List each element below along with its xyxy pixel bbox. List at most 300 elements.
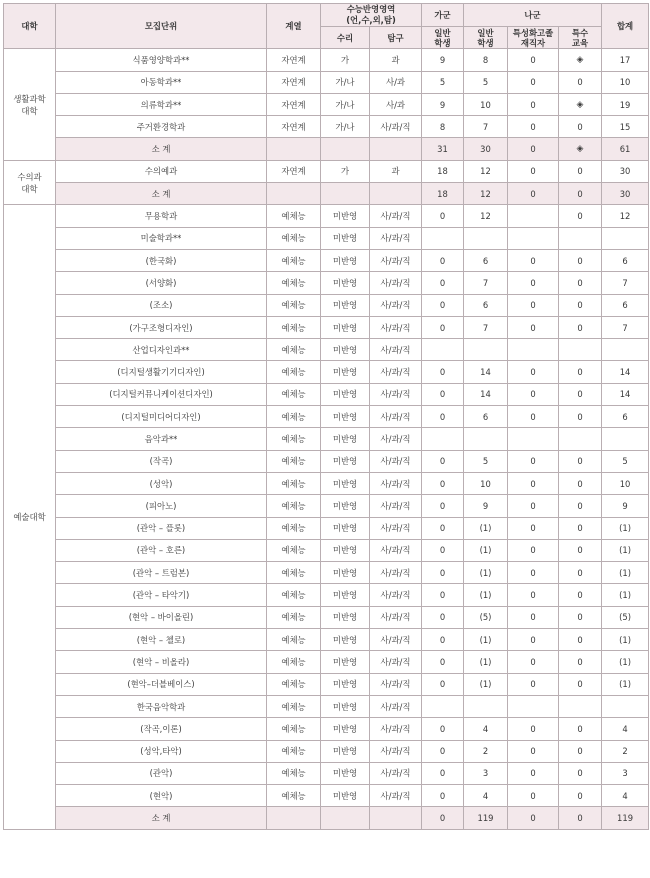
total-cell: (1): [602, 673, 649, 695]
math-cell: 미반영: [321, 718, 370, 740]
inquiry-cell: 사/과/직: [370, 339, 422, 361]
inquiry-cell: 사/과/직: [370, 740, 422, 762]
total-cell: 4: [602, 718, 649, 740]
na-special-hs-cell: 0: [508, 517, 559, 539]
inquiry-cell: 사/과/직: [370, 562, 422, 584]
na-special-hs-cell: 0: [508, 272, 559, 294]
track-cell: 예체능: [267, 205, 321, 227]
math-cell: 가/나: [321, 93, 370, 115]
math-cell: 미반영: [321, 517, 370, 539]
math-cell: 미반영: [321, 740, 370, 762]
table-row: [4, 472, 649, 494]
table-row: [4, 762, 649, 784]
inquiry-cell: 사/과/직: [370, 584, 422, 606]
na-special-hs-cell: 0: [508, 71, 559, 93]
total-cell: 7: [602, 316, 649, 338]
ga-general-cell: 0: [422, 584, 464, 606]
table-row: [4, 93, 649, 115]
na-general-cell: (1): [464, 651, 508, 673]
track-cell: 예체능: [267, 428, 321, 450]
unit-cell: (현악): [56, 785, 267, 807]
unit-cell: 산업디자인과**: [56, 339, 267, 361]
math-cell: 미반영: [321, 472, 370, 494]
table-row: [4, 71, 649, 93]
na-general-cell: 10: [464, 93, 508, 115]
table-row: [4, 339, 649, 361]
na-special-hs-cell: 0: [508, 406, 559, 428]
inquiry-cell: 사/과/직: [370, 450, 422, 472]
na-general-cell: 10: [464, 472, 508, 494]
table-row: [4, 629, 649, 651]
table-row: [4, 383, 649, 405]
header-math: 수리: [321, 27, 370, 49]
total-cell: 19: [602, 93, 649, 115]
ga-general-cell: 0: [422, 294, 464, 316]
na-special-hs-cell: 0: [508, 495, 559, 517]
na-general-cell: 6: [464, 249, 508, 271]
na-general-cell: 12: [464, 160, 508, 182]
math-cell: 미반영: [321, 695, 370, 717]
inquiry-cell: 사/과: [370, 93, 422, 115]
unit-cell: (관악 – 타악기): [56, 584, 267, 606]
header-ga-group: 가군: [422, 4, 464, 27]
total-cell: 6: [602, 294, 649, 316]
college-name: 예술대학: [4, 205, 56, 829]
header-college: 대학: [4, 4, 56, 49]
na-special-ed-cell: 0: [559, 272, 602, 294]
na-special-ed-cell: 0: [559, 584, 602, 606]
total-cell: [602, 428, 649, 450]
na-general-cell: 4: [464, 785, 508, 807]
track-cell: 예체능: [267, 606, 321, 628]
na-general-cell: 6: [464, 294, 508, 316]
math-cell: 미반영: [321, 584, 370, 606]
total-cell: (1): [602, 517, 649, 539]
table-row: [4, 606, 649, 628]
header-suneung: 수능반영영역 (언,수,외,탐): [321, 4, 422, 27]
na-special-hs-cell: 0: [508, 116, 559, 138]
total-cell: 6: [602, 249, 649, 271]
na-special-ed-cell: 0: [559, 495, 602, 517]
na-general-cell: [464, 339, 508, 361]
inquiry-cell: 사/과: [370, 71, 422, 93]
ga-general-cell: 18: [422, 160, 464, 182]
ga-general-cell: 5: [422, 71, 464, 93]
track-cell: 예체능: [267, 562, 321, 584]
na-general-cell: 4: [464, 718, 508, 740]
ga-general-cell: [422, 227, 464, 249]
track-cell: 예체능: [267, 651, 321, 673]
inquiry-cell: 사/과/직: [370, 762, 422, 784]
inquiry-cell: 사/과/직: [370, 205, 422, 227]
subtotal-total: 30: [602, 183, 649, 205]
total-cell: 14: [602, 361, 649, 383]
na-special-hs-cell: 0: [508, 651, 559, 673]
header-na-group: 나군: [464, 4, 602, 27]
ga-general-cell: [422, 695, 464, 717]
math-cell: 미반영: [321, 383, 370, 405]
table-row: [4, 562, 649, 584]
unit-cell: (현악 – 비올라): [56, 651, 267, 673]
track-cell: 예체능: [267, 673, 321, 695]
subtotal-total: 119: [602, 807, 649, 829]
empty-cell: [370, 183, 422, 205]
total-cell: [602, 339, 649, 361]
total-cell: 30: [602, 160, 649, 182]
table-row: [4, 116, 649, 138]
na-general-cell: (5): [464, 606, 508, 628]
table-row: [4, 539, 649, 561]
unit-cell: (서양화): [56, 272, 267, 294]
table-row: [4, 205, 649, 227]
track-cell: 예체능: [267, 762, 321, 784]
ga-general-cell: 0: [422, 651, 464, 673]
na-special-ed-cell: 0: [559, 517, 602, 539]
track-cell: 예체능: [267, 785, 321, 807]
na-special-hs-cell: 0: [508, 160, 559, 182]
header-track: 계열: [267, 4, 321, 49]
table-row: [4, 294, 649, 316]
unit-cell: (한국화): [56, 249, 267, 271]
subtotal-ga: 31: [422, 138, 464, 160]
inquiry-cell: 사/과/직: [370, 673, 422, 695]
track-cell: 예체능: [267, 472, 321, 494]
admission-table: [3, 3, 649, 830]
unit-cell: (관악 – 호른): [56, 539, 267, 561]
table-row: [4, 673, 649, 695]
inquiry-cell: 사/과/직: [370, 406, 422, 428]
unit-cell: 아동학과**: [56, 71, 267, 93]
empty-cell: [321, 807, 370, 829]
na-general-cell: (1): [464, 584, 508, 606]
math-cell: 가/나: [321, 71, 370, 93]
inquiry-cell: 사/과/직: [370, 539, 422, 561]
inquiry-cell: 사/과/직: [370, 651, 422, 673]
na-general-cell: [464, 428, 508, 450]
inquiry-cell: 사/과/직: [370, 472, 422, 494]
inquiry-cell: 사/과/직: [370, 718, 422, 740]
na-special-ed-cell: 0: [559, 762, 602, 784]
inquiry-cell: 사/과/직: [370, 272, 422, 294]
inquiry-cell: 과: [370, 160, 422, 182]
math-cell: 미반영: [321, 629, 370, 651]
table-row: [4, 272, 649, 294]
na-special-ed-cell: 0: [559, 629, 602, 651]
ga-general-cell: 0: [422, 272, 464, 294]
na-special-hs-cell: 0: [508, 562, 559, 584]
na-special-ed-cell: [559, 428, 602, 450]
na-special-hs-cell: 0: [508, 383, 559, 405]
header-total: 합계: [602, 4, 649, 49]
na-special-ed-cell: 0: [559, 383, 602, 405]
na-special-hs-cell: 0: [508, 93, 559, 115]
unit-cell: 식품영양학과**: [56, 49, 267, 71]
track-cell: 예체능: [267, 740, 321, 762]
unit-cell: (가구조형디자인): [56, 316, 267, 338]
na-general-cell: (1): [464, 517, 508, 539]
ga-general-cell: 0: [422, 718, 464, 740]
na-special-ed-cell: 0: [559, 160, 602, 182]
math-cell: 미반영: [321, 406, 370, 428]
unit-cell: 음악과**: [56, 428, 267, 450]
total-cell: 10: [602, 472, 649, 494]
inquiry-cell: 사/과/직: [370, 227, 422, 249]
na-general-cell: 2: [464, 740, 508, 762]
inquiry-cell: 사/과/직: [370, 517, 422, 539]
na-special-ed-cell: [559, 227, 602, 249]
math-cell: 미반영: [321, 539, 370, 561]
na-general-cell: [464, 227, 508, 249]
unit-cell: (디지털커뮤니케이션디자인): [56, 383, 267, 405]
table-row: [4, 785, 649, 807]
inquiry-cell: 사/과/직: [370, 361, 422, 383]
ga-general-cell: 0: [422, 673, 464, 695]
diamond-icon: ◈: [559, 93, 602, 115]
total-cell: 9: [602, 495, 649, 517]
math-cell: 미반영: [321, 428, 370, 450]
math-cell: 미반영: [321, 495, 370, 517]
ga-general-cell: 0: [422, 606, 464, 628]
math-cell: 가: [321, 160, 370, 182]
na-special-hs-cell: [508, 428, 559, 450]
ga-general-cell: 0: [422, 205, 464, 227]
unit-cell: (디지털미디어디자인): [56, 406, 267, 428]
na-special-hs-cell: [508, 339, 559, 361]
header-inquiry: 탐구: [370, 27, 422, 49]
na-general-cell: 12: [464, 205, 508, 227]
subtotal-total: 61: [602, 138, 649, 160]
math-cell: 미반영: [321, 606, 370, 628]
na-general-cell: 5: [464, 450, 508, 472]
track-cell: 예체능: [267, 629, 321, 651]
na-special-ed-cell: 0: [559, 472, 602, 494]
inquiry-cell: 사/과/직: [370, 249, 422, 271]
total-cell: (5): [602, 606, 649, 628]
ga-general-cell: 0: [422, 740, 464, 762]
na-special-hs-cell: 0: [508, 629, 559, 651]
na-special-hs-cell: 0: [508, 785, 559, 807]
empty-cell: [370, 807, 422, 829]
empty-cell: [267, 183, 321, 205]
na-general-cell: 7: [464, 272, 508, 294]
unit-cell: (조소): [56, 294, 267, 316]
na-special-hs-cell: 0: [508, 49, 559, 71]
unit-cell: 미술학과**: [56, 227, 267, 249]
subtotal-hs: 0: [508, 138, 559, 160]
subtotal-ga: 18: [422, 183, 464, 205]
empty-cell: [321, 183, 370, 205]
na-special-hs-cell: 0: [508, 539, 559, 561]
table-header: [4, 4, 649, 49]
diamond-icon: ◈: [559, 138, 602, 160]
subtotal-row: [4, 807, 649, 829]
track-cell: 자연계: [267, 49, 321, 71]
na-general-cell: 5: [464, 71, 508, 93]
unit-cell: (관악): [56, 762, 267, 784]
table-row: [4, 450, 649, 472]
track-cell: 예체능: [267, 406, 321, 428]
na-special-ed-cell: 0: [559, 116, 602, 138]
math-cell: 미반영: [321, 450, 370, 472]
unit-cell: (디지털생활기기디자인): [56, 361, 267, 383]
na-general-cell: 14: [464, 361, 508, 383]
unit-cell: (현악 – 바이올린): [56, 606, 267, 628]
na-special-ed-cell: 0: [559, 539, 602, 561]
ga-general-cell: 8: [422, 116, 464, 138]
track-cell: 예체능: [267, 695, 321, 717]
subtotal-na: 119: [464, 807, 508, 829]
ga-general-cell: 0: [422, 450, 464, 472]
na-special-hs-cell: 0: [508, 762, 559, 784]
na-general-cell: 8: [464, 49, 508, 71]
na-general-cell: 7: [464, 316, 508, 338]
unit-cell: (성악,타악): [56, 740, 267, 762]
na-special-ed-cell: [559, 339, 602, 361]
na-special-ed-cell: 0: [559, 71, 602, 93]
inquiry-cell: 사/과/직: [370, 428, 422, 450]
ga-general-cell: 0: [422, 495, 464, 517]
na-special-hs-cell: 0: [508, 472, 559, 494]
total-cell: 3: [602, 762, 649, 784]
ga-general-cell: 0: [422, 562, 464, 584]
na-special-ed-cell: 0: [559, 673, 602, 695]
math-cell: 미반영: [321, 294, 370, 316]
na-special-hs-cell: 0: [508, 450, 559, 472]
na-special-hs-cell: 0: [508, 584, 559, 606]
empty-cell: [267, 138, 321, 160]
ga-general-cell: 9: [422, 93, 464, 115]
na-special-hs-cell: 0: [508, 673, 559, 695]
na-special-ed-cell: 0: [559, 249, 602, 271]
inquiry-cell: 사/과/직: [370, 316, 422, 338]
track-cell: 예체능: [267, 249, 321, 271]
subtotal-sp: 0: [559, 183, 602, 205]
track-cell: 자연계: [267, 93, 321, 115]
na-special-ed-cell: 0: [559, 785, 602, 807]
na-general-cell: (1): [464, 629, 508, 651]
unit-cell: (현악 – 첼로): [56, 629, 267, 651]
unit-cell: (현악–더블베이스): [56, 673, 267, 695]
track-cell: 예체능: [267, 227, 321, 249]
table-row: [4, 249, 649, 271]
na-general-cell: 3: [464, 762, 508, 784]
math-cell: 미반영: [321, 785, 370, 807]
na-special-ed-cell: 0: [559, 562, 602, 584]
total-cell: 15: [602, 116, 649, 138]
empty-cell: [321, 138, 370, 160]
table-row: [4, 495, 649, 517]
total-cell: 5: [602, 450, 649, 472]
table-body: [4, 49, 649, 829]
na-general-cell: (1): [464, 562, 508, 584]
total-cell: 6: [602, 406, 649, 428]
na-general-cell: 14: [464, 383, 508, 405]
subtotal-label: 소 계: [56, 183, 267, 205]
na-special-hs-cell: 0: [508, 294, 559, 316]
track-cell: 예체능: [267, 272, 321, 294]
header-na-special-hs: 특성화고졸 재직자: [508, 27, 559, 49]
total-cell: (1): [602, 562, 649, 584]
na-special-ed-cell: [559, 695, 602, 717]
unit-cell: (작곡): [56, 450, 267, 472]
table-row: [4, 740, 649, 762]
subtotal-hs: 0: [508, 183, 559, 205]
unit-cell: 무용학과: [56, 205, 267, 227]
table-row: [4, 316, 649, 338]
ga-general-cell: 0: [422, 517, 464, 539]
inquiry-cell: 사/과/직: [370, 785, 422, 807]
na-general-cell: 7: [464, 116, 508, 138]
inquiry-cell: 사/과/직: [370, 606, 422, 628]
total-cell: (1): [602, 584, 649, 606]
math-cell: 가: [321, 49, 370, 71]
header-ga-general: 일반 학생: [422, 27, 464, 49]
na-special-hs-cell: [508, 695, 559, 717]
table-row: [4, 406, 649, 428]
na-special-ed-cell: 0: [559, 205, 602, 227]
math-cell: 미반영: [321, 562, 370, 584]
unit-cell: 의류학과**: [56, 93, 267, 115]
na-special-hs-cell: [508, 227, 559, 249]
ga-general-cell: [422, 428, 464, 450]
total-cell: [602, 695, 649, 717]
na-general-cell: 6: [464, 406, 508, 428]
math-cell: 미반영: [321, 316, 370, 338]
track-cell: 자연계: [267, 116, 321, 138]
total-cell: 10: [602, 71, 649, 93]
math-cell: 미반영: [321, 673, 370, 695]
header-na-special-ed: 특수 교육: [559, 27, 602, 49]
total-cell: 12: [602, 205, 649, 227]
na-special-ed-cell: 0: [559, 718, 602, 740]
track-cell: 예체능: [267, 316, 321, 338]
total-cell: 7: [602, 272, 649, 294]
ga-general-cell: 0: [422, 406, 464, 428]
ga-general-cell: 0: [422, 762, 464, 784]
table-row: [4, 517, 649, 539]
na-special-ed-cell: 0: [559, 450, 602, 472]
na-special-hs-cell: 0: [508, 361, 559, 383]
college-name: 생활과학 대학: [4, 49, 56, 160]
table-row: [4, 584, 649, 606]
table-row: [4, 361, 649, 383]
table-row: [4, 695, 649, 717]
inquiry-cell: 사/과/직: [370, 495, 422, 517]
math-cell: 미반영: [321, 361, 370, 383]
ga-general-cell: 0: [422, 629, 464, 651]
table-row: [4, 160, 649, 182]
track-cell: 자연계: [267, 71, 321, 93]
empty-cell: [370, 138, 422, 160]
math-cell: 미반영: [321, 339, 370, 361]
header-na-general: 일반 학생: [464, 27, 508, 49]
inquiry-cell: 과: [370, 49, 422, 71]
na-special-hs-cell: 0: [508, 740, 559, 762]
subtotal-label: 소 계: [56, 138, 267, 160]
inquiry-cell: 사/과/직: [370, 383, 422, 405]
header-unit: 모집단위: [56, 4, 267, 49]
unit-cell: 한국음악학과: [56, 695, 267, 717]
track-cell: 예체능: [267, 383, 321, 405]
table-row: [4, 428, 649, 450]
total-cell: 14: [602, 383, 649, 405]
table-row: [4, 651, 649, 673]
total-cell: 4: [602, 785, 649, 807]
subtotal-row: [4, 138, 649, 160]
track-cell: 예체능: [267, 294, 321, 316]
inquiry-cell: 사/과/직: [370, 116, 422, 138]
ga-general-cell: 0: [422, 472, 464, 494]
